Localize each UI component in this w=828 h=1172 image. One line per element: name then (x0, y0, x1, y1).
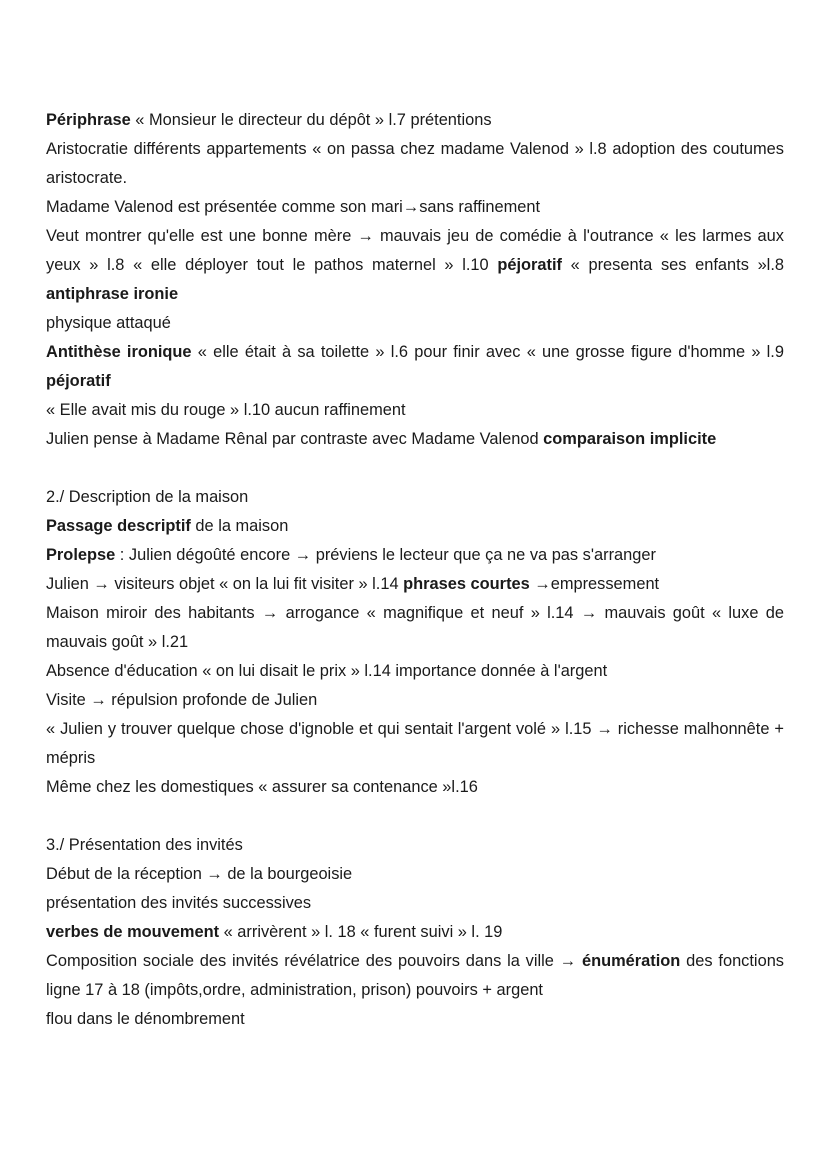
paragraph: Maison miroir des habitants → arrogance « magnifique et neuf » l.14 → mauvais goût « luxe de mauvais goût » l.21 (46, 604, 784, 651)
paragraph (46, 338, 784, 396)
bold-term: énumération (581, 952, 681, 970)
text-line (46, 570, 784, 599)
blank-line (46, 802, 784, 831)
text-span: Composition sociale des invités révélatrice des pouvoirs dans la ville → (46, 952, 582, 970)
text-line: Visite → répulsion profonde de Julien (46, 691, 318, 709)
text-span: Julien → visiteurs objet « on la lui fit visiter » l.14 (46, 575, 404, 593)
text-span: « Monsieur le directeur du dépôt » l.7 prétentions (130, 111, 492, 129)
paragraph: « Julien y trouver quelque chose d'ignoble et qui sentait l'argent volé » l.15 → richesse malhonnête + mépris (46, 720, 784, 767)
text-span: « arrivèrent » l. 18 « furent suivi » l. 19 (219, 923, 503, 941)
bold-term: Passage descriptif (46, 517, 191, 535)
text-line: physique attaqué (46, 314, 171, 332)
text-line: Début de la réception → de la bourgeoisie (46, 865, 353, 883)
text-line: Même chez les domestiques « assurer sa contenance »l.16 (46, 778, 478, 796)
section-heading: 3./ Présentation des invités (46, 836, 243, 854)
text-span: de la maison (190, 517, 289, 535)
text-line: flou dans le dénombrement (46, 1010, 245, 1028)
text-line (46, 541, 784, 570)
paragraph (46, 425, 784, 454)
text-span: : Julien dégoûté encore → préviens le lecteur que ça ne va pas s'arranger (115, 546, 656, 564)
text-line: Madame Valenod est présentée comme son mari→sans raffinement (46, 198, 541, 216)
text-line (46, 918, 784, 947)
text-line: « Elle avait mis du rouge » l.10 aucun raffinement (46, 401, 406, 419)
paragraph: Aristocratie différents appartements « on passa chez madame Valenod » l.8 adoption des coutumes aristocrate. (46, 140, 784, 187)
text-line: Absence d'éducation « on lui disait le prix » l.14 importance donnée à l'argent (46, 662, 608, 680)
text-line: présentation des invités successives (46, 894, 312, 912)
text-span: Veut montrer qu'elle est une bonne mère → mauvais jeu de comédie à l'outrance « les larmes aux yeux » l.8 « elle déployer tout le pathos maternel » l.10 (46, 227, 784, 274)
section-heading: 2./ Description de la maison (46, 488, 249, 506)
paragraph (46, 222, 784, 309)
document-page (46, 106, 784, 1034)
paragraph (46, 947, 784, 1005)
bold-term: comparaison implicite (543, 430, 717, 448)
blank-line (46, 454, 784, 483)
bold-term: antiphrase ironie (46, 285, 179, 303)
text-line (46, 512, 784, 541)
text-span: « presenta ses enfants »l.8 (562, 256, 784, 274)
text-span: Julien pense à Madame Rênal par contraste avec Madame Valenod (46, 430, 544, 448)
bold-term: verbes de mouvement (46, 923, 220, 941)
bold-term: Prolepse (46, 546, 116, 564)
text-span: « elle était à sa toilette » l.6 pour finir avec « une grosse figure d'homme » l.9 (191, 343, 784, 361)
bold-term: péjoratif (497, 256, 562, 274)
text-span: des fonctions ligne 17 à 18 (impôts,ordre, administration, prison) pouvoirs + argent (46, 952, 784, 999)
bold-term: péjoratif (46, 372, 111, 390)
bold-term: Antithèse ironique (46, 343, 192, 361)
text-span: →empressement (529, 575, 660, 593)
bold-term: Périphrase (46, 111, 131, 129)
text-line (46, 106, 784, 135)
bold-term: phrases courtes (403, 575, 530, 593)
